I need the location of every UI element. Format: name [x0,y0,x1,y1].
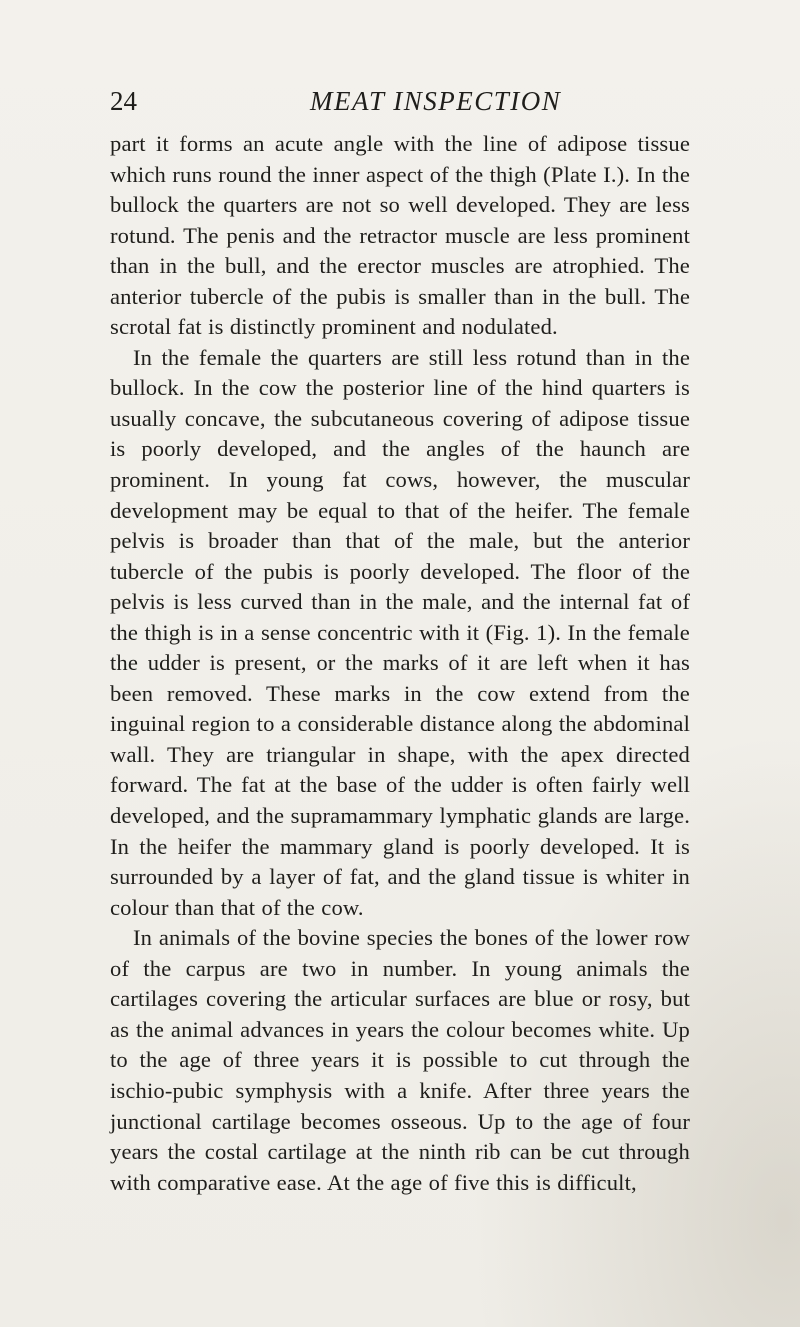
running-title: MEAT INSPECTION [310,86,562,116]
paragraph-1: part it forms an acute angle with the line of adipose tissue which runs round the inner aspect of the thigh (Plate I.). In the bullock the quarters are not so well developed. They are less rotund. The penis and the retractor muscle are less prominent than in the bull, and the erector muscles are atrophied. The anterior tubercle of the pubis is smaller than in the bull. The scrotal fat is distinctly prominent and nodulated. [110,131,690,340]
body-text [110,129,690,1198]
paragraph-2: In the female the quarters are still less rotund than in the bullock. In the cow the posterior line of the hind quarters is usually concave, the subcutaneous covering of adipose tissue is poorly developed, and the angles of the haunch are prominent. In young fat cows, however, the muscular development may be equal to that of the heifer. The female pelvis is broader than that of the male, but the anterior tubercle of the pubis is poorly developed. The floor of the pelvis is less curved than in the male, and the internal fat of the thigh is in a sense concentric with it (Fig. 1). In the female the udder is present, or the marks of it are left when it has been removed. These marks in the cow extend from the inguinal region to a considerable distance along the abdominal wall. They are triangular in shape, with the apex directed forward. The fat at the base of the udder is often fairly well developed, and the supramammary lymphatic glands are large. In the heifer the mammary gland is poorly developed. It is surrounded by a layer of fat, and the gland tissue is whiter in colour than that of the cow. [110,344,690,920]
paragraph-3: In animals of the bovine species the bones of the lower row of the carpus are two in number. In young animals the cartilages covering the articular surfaces are blue or rosy, but as the animal advances in years the colour becomes white. Up to the age of three years it is possible to cut through the ischio-pubic symphysis with a knife. After three years the junctional cartilage becomes osseous. Up to the age of four years the costal cartilage at the ninth rib can be cut through with comparative ease. At the age of five this is difficult, [110,925,690,1195]
running-head [110,84,690,118]
page-number: 24 [110,86,137,116]
